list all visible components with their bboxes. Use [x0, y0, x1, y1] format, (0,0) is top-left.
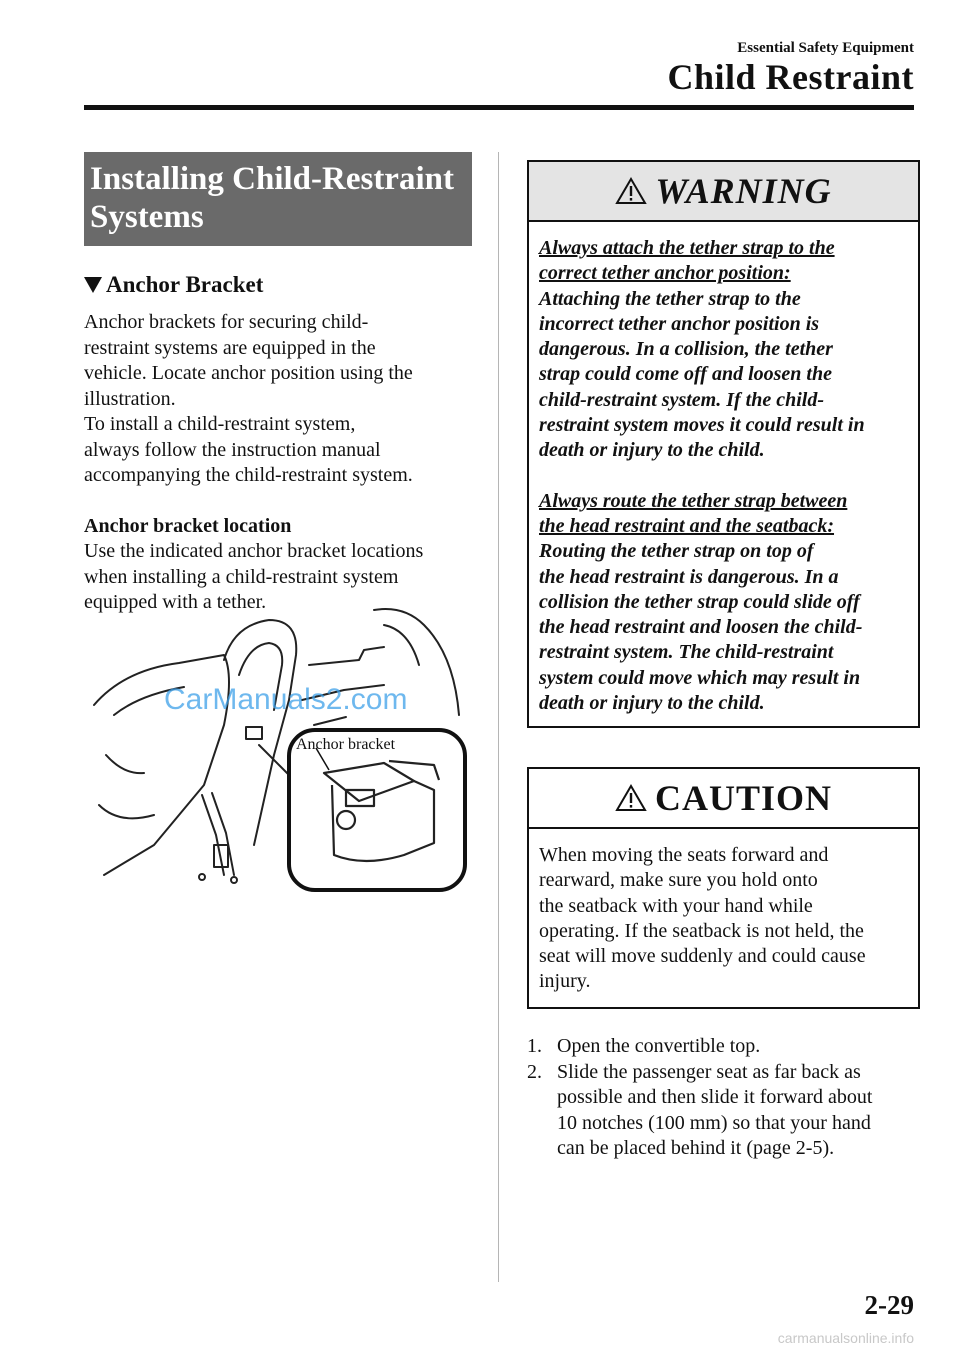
section-heading: Installing Child-Restraint Systems: [84, 152, 472, 246]
left-column: [84, 152, 472, 616]
warning-box: [527, 160, 920, 728]
caution-line: When moving the seats forward and: [539, 844, 829, 866]
warning-lead-line: Always route the tether strap between: [539, 489, 848, 512]
footer-site-watermark: carmanualsonline.info: [777, 1330, 914, 1346]
steps-list: [527, 1034, 916, 1162]
warning-line: Attaching the tether strap to the: [539, 287, 801, 310]
step-item: [527, 1060, 916, 1162]
warning-line: the head restraint is dangerous. In a: [539, 565, 839, 588]
step-text: [557, 1034, 760, 1060]
warning-line: system could move which may result in: [539, 666, 861, 689]
intro-line: To install a child-restraint system,: [84, 413, 356, 435]
step-line: Slide the passenger seat as far back as: [557, 1060, 861, 1083]
intro-line: accompanying the child-restraint system.: [84, 464, 413, 486]
intro-line: Anchor brackets for securing child-: [84, 311, 369, 333]
warning-line: death or injury to the child.: [539, 439, 765, 462]
location-title: Anchor bracket location: [84, 514, 292, 537]
caution-line: injury.: [539, 970, 591, 993]
warning-line: Routing the tether strap on top of: [539, 540, 814, 563]
warning-body: [529, 222, 918, 726]
caution-triangle-icon: [615, 784, 647, 812]
caution-header: [529, 769, 918, 829]
subheading: [84, 272, 472, 298]
header-section-label: Essential Safety Equipment: [737, 40, 914, 56]
caution-line: rearward, make sure you hold onto: [539, 869, 818, 892]
caution-body: [529, 829, 918, 1007]
warning-line: restraint system. The child-restraint: [539, 641, 834, 664]
intro-paragraph: [84, 310, 472, 489]
warning-lead-line: the head restraint and the seatback:: [539, 514, 835, 537]
warning-line: collision the tether strap could slide off: [539, 590, 860, 613]
intro-line: restraint systems are equipped in the: [84, 336, 376, 359]
step-line: can be placed behind it (page 2-5).: [557, 1137, 835, 1159]
page-title: Child Restraint: [667, 57, 914, 97]
location-line: Use the indicated anchor bracket locations: [84, 540, 424, 562]
warning-line: death or injury to the child.: [539, 692, 765, 715]
warning-triangle-icon: [615, 177, 647, 205]
step-line: 10 notches (100 mm) so that your hand: [557, 1111, 871, 1134]
warning-line: restraint system moves it could result in: [539, 414, 865, 437]
caution-title: CAUTION: [654, 778, 832, 818]
warning-line: the head restraint and loosen the child-: [539, 616, 863, 639]
anchor-bracket-illustration: [84, 605, 469, 895]
page-number: 2-29: [864, 1290, 914, 1320]
caution-line: the seatback with your hand while: [539, 894, 813, 917]
warning-line: strap could come off and loosen the: [539, 363, 832, 386]
intro-line: always follow the instruction manual: [84, 438, 381, 461]
intro-line: vehicle. Locate anchor position using the: [84, 362, 413, 384]
warning-spacer: [539, 464, 908, 489]
warning-header: [529, 162, 918, 222]
warning-lead-line: Always attach the tether strap to the: [539, 237, 835, 259]
warning-lead-line: correct tether anchor position:: [539, 262, 791, 285]
watermark: CarManuals2.com: [164, 683, 408, 716]
warning-line: child-restraint system. If the child-: [539, 388, 824, 411]
warning-title: WARNING: [655, 171, 832, 211]
step-item: [527, 1034, 916, 1060]
intro-line: illustration.: [84, 387, 176, 410]
location-line: when installing a child-restraint system: [84, 565, 399, 588]
step-line: Open the convertible top.: [557, 1035, 761, 1057]
warning-line: incorrect tether anchor position is: [539, 312, 820, 335]
callout-label: Anchor bracket: [296, 736, 396, 753]
step-text: [557, 1060, 873, 1162]
location-line: equipped with a tether.: [84, 591, 267, 613]
triangle-bullet-icon: [84, 277, 102, 293]
step-number: 1.: [527, 1035, 542, 1057]
step-number: 2.: [527, 1060, 542, 1083]
step-line: possible and then slide it forward about: [557, 1086, 873, 1108]
subheading-text: Anchor Bracket: [106, 272, 264, 297]
warning-line: dangerous. In a collision, the tether: [539, 338, 833, 361]
column-divider: [498, 152, 499, 1282]
caution-box: [527, 767, 920, 1009]
header-rule: [84, 105, 914, 110]
caution-line: operating. If the seatback is not held, the: [539, 919, 864, 942]
caution-line: seat will move suddenly and could cause: [539, 945, 866, 968]
